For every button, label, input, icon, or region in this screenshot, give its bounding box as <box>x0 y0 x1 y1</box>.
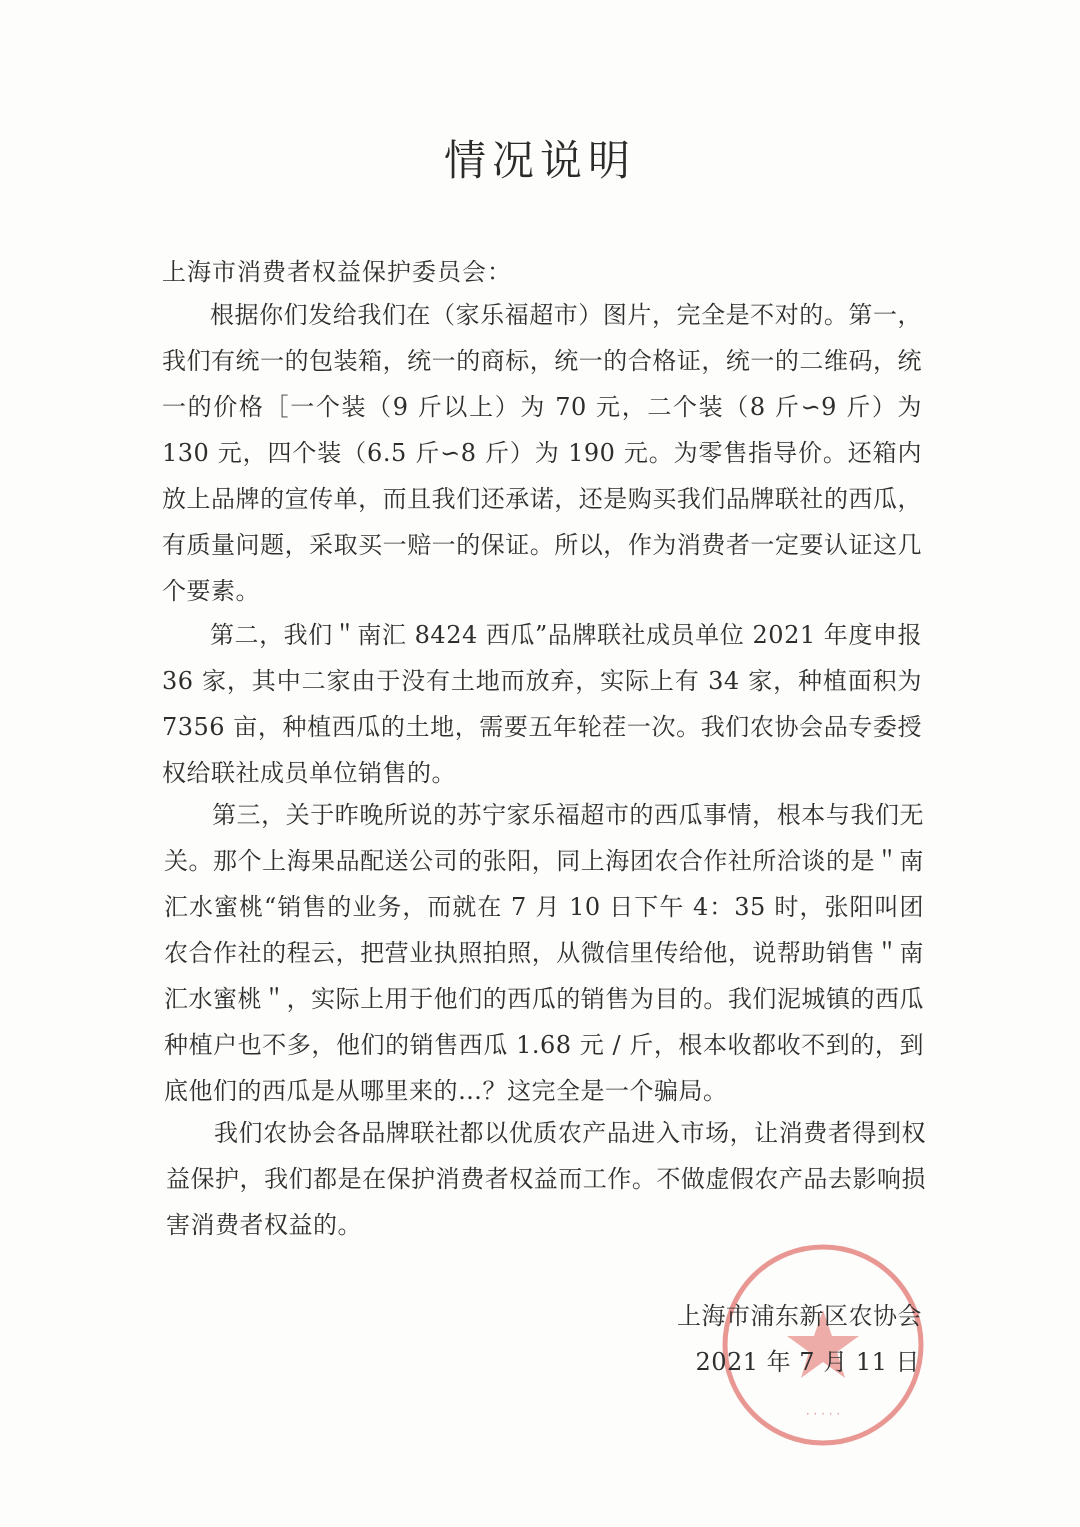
document-title: 情况说明 <box>443 136 636 185</box>
paragraph-3: 第三，关于昨晚所说的苏宁家乐福超市的西瓜事情，根本与我们无关。那个上海果品配送公司的张阳，同上海团农合作社所洽谈的是＂南汇水蜜桃“销售的业务，而就在 7 月 10 日下午 4：35 时，张阳叫团农合作社的程云，把营业执照拍照，从微信里传给他，说帮助销售＂南汇水蜜桃＂，实际上用于他们的西瓜的销售为目的。我们泥城镇的西瓜种植户也不多，他们的销售西瓜 1.68 元 / 斤，根本收都收不到的，到底他们的西瓜是从哪里来的…？这完全是一个骗局。 <box>164 801 924 1105</box>
salutation: 上海市消费者权益保护委员会： <box>162 258 512 286</box>
signature-organization: 上海市浦东新区农协会 <box>677 1302 922 1330</box>
signature-date: 2021 年 7 月 11 日 <box>695 1348 920 1376</box>
paragraph-1: 根据你们发给我们在（家乐福超市）图片，完全是不对的。第一，我们有统一的包装箱，统一的商标，统一的合格证，统一的二维码，统一的价格［一个装（9 斤以上）为 70 元，二个装（8 斤∽9 斤）为 130 元，四个装（6.5 斤∽8 斤）为 190 元。为零售指导价。还箱内放上品牌的宣传单，而且我们还承诺，还是购买我们品牌联社的西瓜，有质量问题，采取买一赔一的保证。所以，作为消费者一定要认证这几个要素。 <box>162 301 922 605</box>
paragraph-2: 第二，我们＂南汇 8424 西瓜”品牌联社成员单位 2021 年度申报 36 家，其中二家由于没有土地而放弃，实际上有 34 家，种植面积为 7356 亩，种植西瓜的土地，需要五年轮茬一次。我们农协会品专委授权给联社成员单位销售的。 <box>162 621 922 787</box>
paragraph-4: 我们农协会各品牌联社都以优质农产品进入市场，让消费者得到权益保护，我们都是在保护消费者权益而工作。不做虚假农产品去影响损害消费者权益的。 <box>166 1119 926 1239</box>
svg-text:· · · · ·: · · · · · <box>805 1407 841 1421</box>
